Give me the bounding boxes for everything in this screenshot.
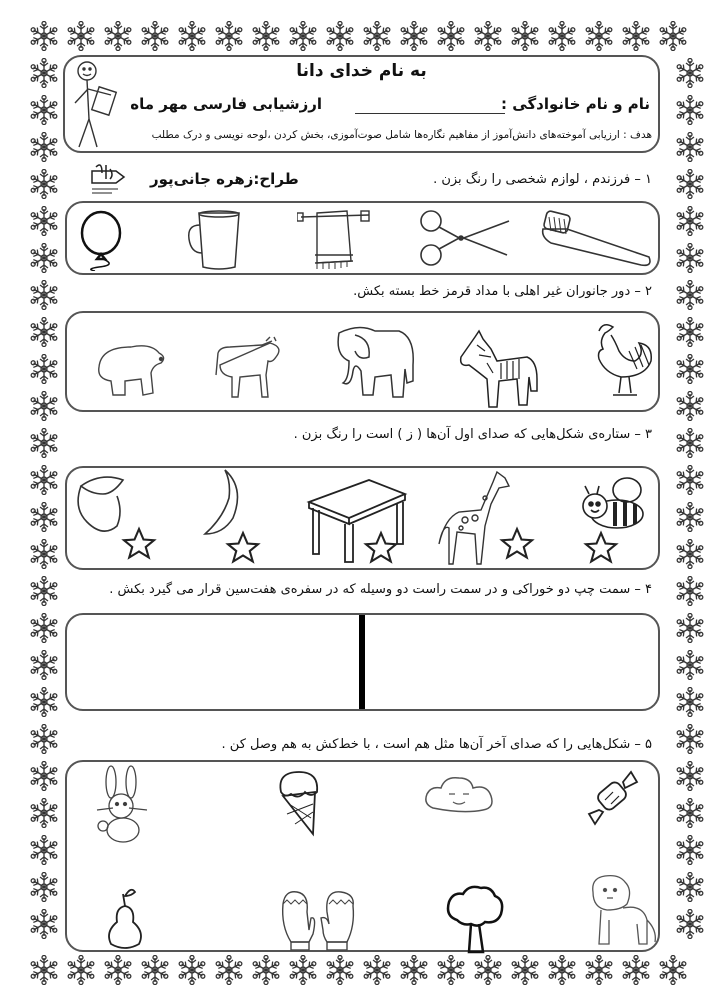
snowflake-icon [29,95,59,125]
candy-image[interactable] [585,770,639,826]
snowflake-icon [436,21,466,51]
question-1-box [65,201,660,275]
snowflake-icon [29,650,59,680]
snowflake-icon [29,317,59,347]
snowflake-icon [29,761,59,791]
snowflake-icon [675,761,705,791]
snowflake-icon [675,280,705,310]
snowflake-icon [675,317,705,347]
ice-cream-image[interactable] [277,768,321,838]
snowflake-icon [675,835,705,865]
snowflake-icon [29,613,59,643]
snowflake-icon [675,132,705,162]
snowflake-icon [214,955,244,985]
question-1-text: ۱ – فرزندم ، لوازم شخصی را رنگ بزن . [433,172,652,187]
snowflake-icon [288,955,318,985]
snowflake-icon [103,955,133,985]
snowflake-icon [621,955,651,985]
snowflake-icon [29,206,59,236]
mug-image[interactable] [185,209,245,271]
snowflake-icon [29,872,59,902]
snowflake-icon [29,58,59,88]
snowflake-icon [675,724,705,754]
snowflake-icon [29,539,59,569]
snowflake-icon [675,95,705,125]
question-4-text: ۴ – سمت چپ دو خوراکی و در سمت راست دو وسیله که در سفره‌ی هفت‌سین قرار می گیرد بکش . [109,582,652,597]
snowflake-icon [675,354,705,384]
snowflake-icon [29,724,59,754]
star-checkbox[interactable] [583,530,619,566]
balloon-image[interactable] [77,209,131,271]
question-3-box [65,466,660,570]
snowflake-icon [675,576,705,606]
snowflake-icon [675,169,705,199]
name-label: نام و نام خانوادگی : [501,95,650,113]
snowflake-icon [675,58,705,88]
snowflake-icon [510,955,540,985]
snowflake-icon [473,21,503,51]
snowflake-icon [362,955,392,985]
right-drawing-area[interactable] [365,615,658,709]
bear-image[interactable] [91,337,171,399]
snowflake-icon [29,428,59,458]
snowflake-icon [584,21,614,51]
snowflake-icon [325,955,355,985]
snowflake-icon [66,955,96,985]
logo [88,163,128,199]
snowflake-icon [399,955,429,985]
cloud-image[interactable] [423,774,495,816]
question-5-box [65,760,660,952]
snowflake-icon [675,798,705,828]
towel-image[interactable] [297,205,373,273]
star-checkbox[interactable] [121,526,157,562]
question-3-text: ۳ – ستاره‌ی شکل‌هایی که صدای اول آن‌ها ( ز ) است را رنگ بزن . [293,427,652,442]
designer-label: طراح:زهره جانی‌پور [150,170,299,188]
snowflake-icon [29,502,59,532]
snowflake-icon [140,21,170,51]
snowflake-icon [29,243,59,273]
snowflake-icon [29,835,59,865]
snowflake-icon [177,21,207,51]
rabbit-image[interactable] [93,764,149,844]
snowflake-icon [675,909,705,939]
snowflake-icon [621,21,651,51]
snowflake-icon [29,465,59,495]
name-field[interactable] [355,113,505,114]
question-2-box [65,311,660,412]
star-checkbox[interactable] [363,530,399,566]
mittens-image[interactable] [277,890,361,952]
snowflake-icon [675,539,705,569]
snowflake-icon [214,21,244,51]
snowflake-icon [675,872,705,902]
lion-image[interactable] [587,874,659,950]
toothbrush-image[interactable] [537,207,655,269]
snowflake-icon [29,687,59,717]
snowflake-icon [362,21,392,51]
snowflake-icon [251,21,281,51]
header-box [63,55,660,153]
pear-image[interactable] [103,886,147,950]
star-checkbox[interactable] [225,530,261,566]
snowflake-icon [66,21,96,51]
exam-title: ارزشیابی فارسی مهر ماه [130,95,322,113]
cow-image[interactable] [210,335,288,403]
question-5-text: ۵ – شکل‌هایی را که صدای آخر آن‌ها مثل هم است ، با خط‌کش به هم وصل کن . [221,737,652,752]
snowflake-icon [29,354,59,384]
snowflake-icon [547,21,577,51]
snowflake-icon [29,798,59,828]
snowflake-icon [29,21,59,51]
question-4-box [65,613,660,711]
snowflake-icon [29,132,59,162]
snowflake-icon [675,650,705,680]
snowflake-icon [675,502,705,532]
snowflake-icon [584,955,614,985]
snowflake-icon [658,955,688,985]
page-title: به نام خدای دانا [296,61,427,81]
snowflake-icon [547,955,577,985]
scissors-image[interactable] [417,207,513,269]
snowflake-icon [140,955,170,985]
snowflake-icon [675,428,705,458]
snowflake-icon [288,21,318,51]
snowflake-icon [29,391,59,421]
snowflake-icon [436,955,466,985]
snowflake-icon [675,613,705,643]
snowflake-icon [399,21,429,51]
snowflake-icon [29,169,59,199]
snowflake-icon [658,21,688,51]
snowflake-icon [177,955,207,985]
snowflake-icon [29,909,59,939]
elephant-image[interactable] [329,321,419,405]
tree-image[interactable] [443,884,507,954]
snowflake-icon [675,206,705,236]
snowflake-icon [510,21,540,51]
snowflake-icon [675,465,705,495]
snowflake-icon [251,955,281,985]
snowflake-icon [675,243,705,273]
snowflake-icon [103,21,133,51]
snowflake-icon [675,391,705,421]
goal-text: هدف : ارزیابی آموخته‌های دانش‌آموز از مفاهیم نگاره‌ها شامل صوت‌آموزی، بخش کردن ،لوحه نویسی و درک مطلب [151,129,652,141]
snowflake-icon [675,687,705,717]
snowflake-icon [325,21,355,51]
question-2-text: ۲ – دور جانوران غیر اهلی با مداد قرمز خط بسته بکش. [353,284,652,299]
snowflake-icon [473,955,503,985]
snowflake-icon [29,576,59,606]
rooster-image[interactable] [589,321,655,405]
snowflake-icon [29,955,59,985]
star-checkbox[interactable] [499,526,535,562]
zebra-image[interactable] [457,327,541,411]
snowflake-icon [29,280,59,310]
bee-image [579,474,649,534]
left-drawing-area[interactable] [67,615,359,709]
